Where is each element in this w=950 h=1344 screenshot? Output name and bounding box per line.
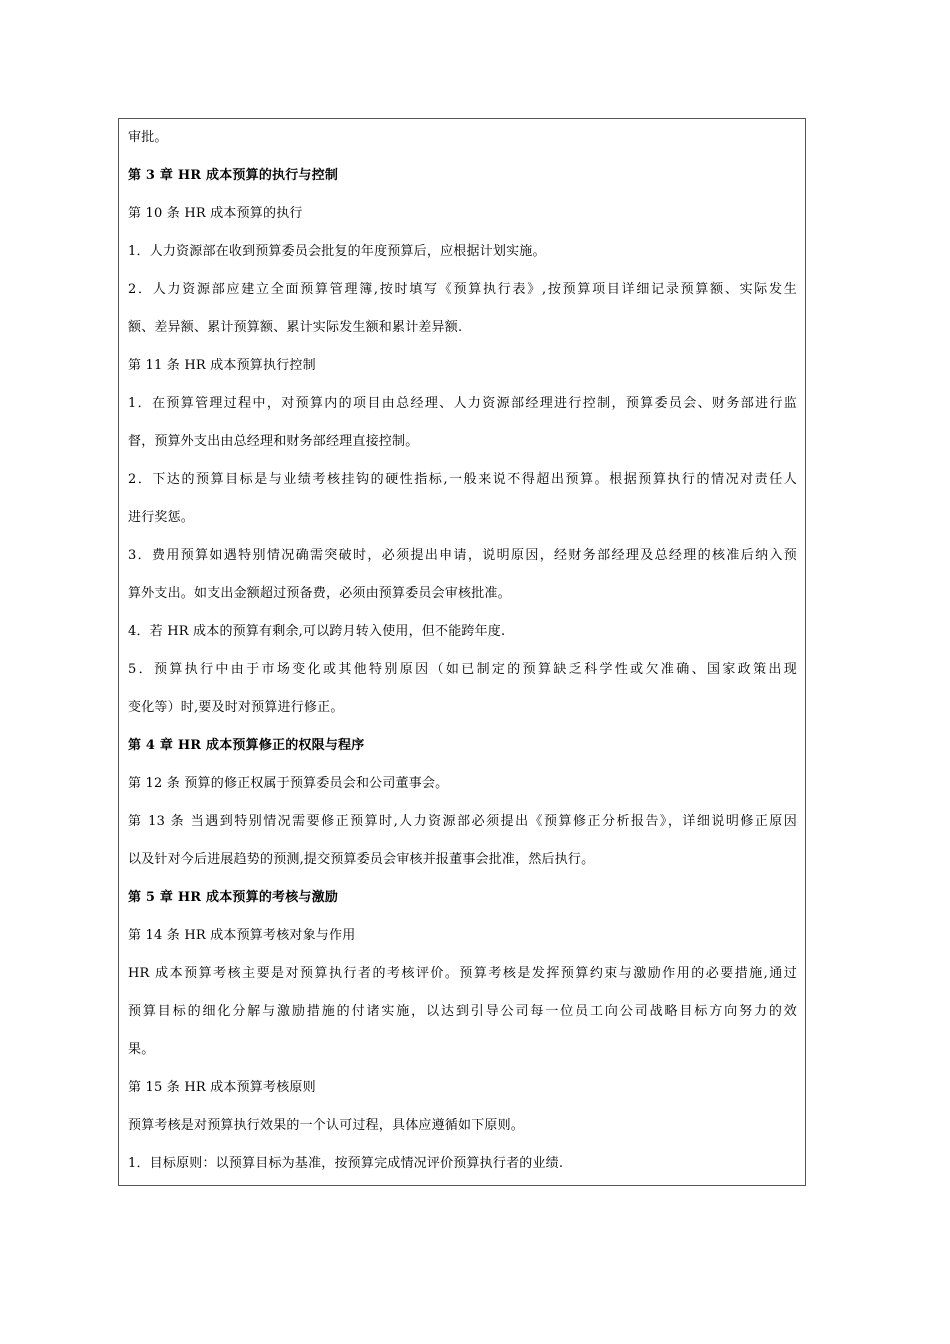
article-heading: 第 15 条 HR 成本预算考核原则	[128, 1080, 316, 1095]
document-frame	[118, 118, 806, 1186]
text-line: 5．预算执行中由于市场变化或其他特别原因（如已制定的预算缺乏科学性或欠准确、国家政策出现	[128, 662, 797, 677]
article-heading: 第 14 条 HR 成本预算考核对象与作用	[128, 928, 356, 943]
article-text: 第 12 条 预算的修正权属于预算委员会和公司董事会。	[128, 776, 449, 791]
text-line: 1．在预算管理过程中，对预算内的项目由总经理、人力资源部经理进行控制，预算委员会、财务部进行监	[128, 396, 797, 411]
text-line: 2．人力资源部应建立全面预算管理簿,按时填写《预算执行表》,按预算项目详细记录预算额、实际发生	[128, 282, 797, 297]
text-line: 进行奖惩。	[128, 510, 195, 525]
text-line: 1．人力资源部在收到预算委员会批复的年度预算后，应根据计划实施。	[128, 244, 546, 259]
article-text: 第 13 条 当遇到特别情况需要修正预算时,人力资源部必须提出《预算修正分析报告》，详细说明修正原因	[128, 814, 797, 829]
chapter-heading: 第 4 章 HR 成本预算修正的权限与程序	[128, 738, 365, 753]
text-line: 额、差异额、累计预算额、累计实际发生额和累计差异额.	[128, 320, 463, 335]
article-heading: 第 11 条 HR 成本预算执行控制	[128, 358, 316, 373]
text-line: 以及针对今后进展趋势的预测,提交预算委员会审核并报董事会批准，然后执行。	[128, 852, 595, 867]
text-line: 2．下达的预算目标是与业绩考核挂钩的硬性指标,一般来说不得超出预算。根据预算执行的情况对责任人	[128, 472, 797, 487]
article-heading: 第 10 条 HR 成本预算的执行	[128, 206, 303, 221]
chapter-heading: 第 5 章 HR 成本预算的考核与激励	[128, 890, 339, 905]
text-line: 果。	[128, 1042, 155, 1057]
text-line: 预算考核是对预算执行效果的一个认可过程，具体应遵循如下原则。	[128, 1118, 525, 1133]
text-line: 1．目标原则：以预算目标为基准，按预算完成情况评价预算执行者的业绩.	[128, 1156, 564, 1171]
chapter-heading: 第 3 章 HR 成本预算的执行与控制	[128, 168, 339, 183]
text-line: 审批。	[128, 130, 168, 145]
text-line: 督，预算外支出由总经理和财务部经理直接控制。	[128, 434, 419, 449]
text-line: 算外支出。如支出金额超过预备费，必须由预算委员会审核批准。	[128, 586, 511, 601]
text-line: 变化等）时,要及时对预算进行修正。	[128, 700, 344, 715]
text-line: 3．费用预算如遇特别情况确需突破时，必须提出申请，说明原因，经财务部经理及总经理的核准后纳入预	[128, 548, 797, 563]
text-line: 4．若 HR 成本的预算有剩余,可以跨月转入使用，但不能跨年度.	[128, 624, 506, 639]
text-line: 预算目标的细化分解与激励措施的付诸实施，以达到引导公司每一位员工向公司战略目标方向努力的效	[128, 1004, 797, 1019]
text-line: HR 成本预算考核主要是对预算执行者的考核评价。预算考核是发挥预算约束与激励作用的必要措施,通过	[128, 966, 797, 981]
